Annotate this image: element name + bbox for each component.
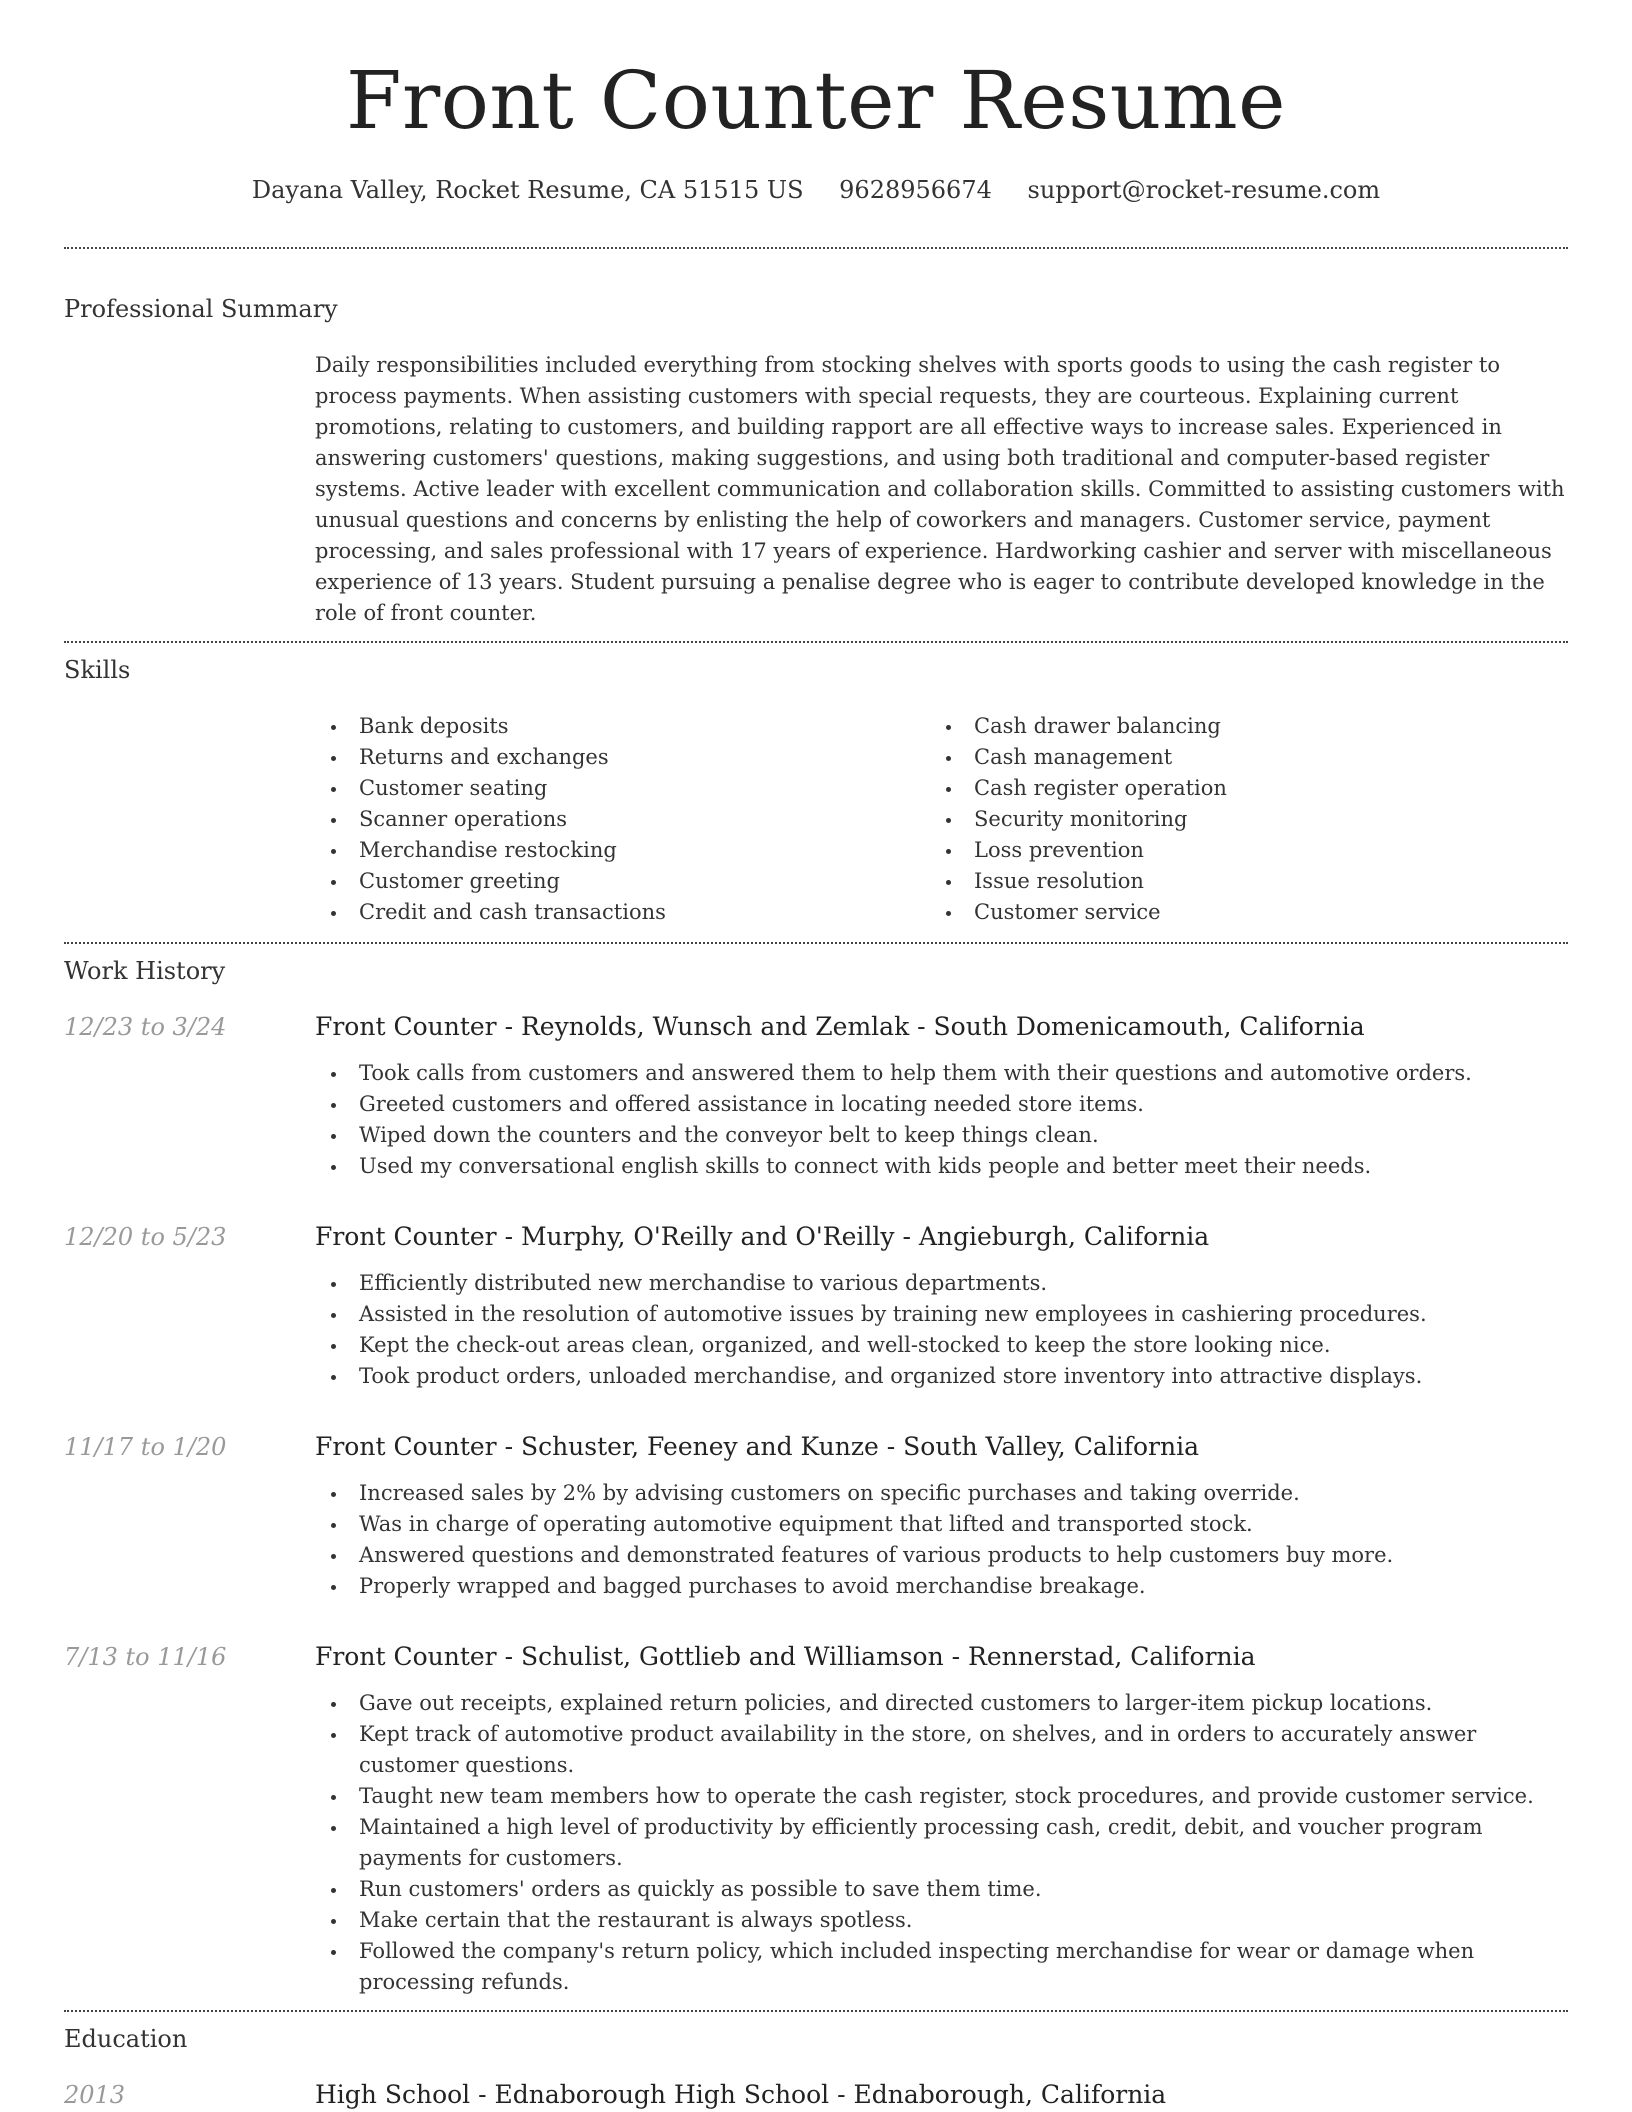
job-bullet: Used my conversational english skills to connect with kids people and better meet their needs.	[315, 1151, 1568, 1182]
education-heading: Education	[64, 2025, 188, 2053]
skill-item: Scanner operations	[315, 804, 930, 835]
job-title: Front Counter - Schulist, Gottlieb and Williamson - Rennerstad, California	[315, 1642, 1256, 1671]
work-history-section	[64, 944, 1568, 2010]
job-bullet: Kept track of automotive product availability in the store, on shelves, and in orders to accurately answer customer questions.	[315, 1719, 1568, 1781]
job-bullet: Make certain that the restaurant is always spotless.	[315, 1905, 1568, 1936]
skills-section	[64, 643, 1568, 942]
education-section	[64, 2012, 1568, 2112]
job-bullet: Took calls from customers and answered them to help them with their questions and automotive orders.	[315, 1058, 1568, 1089]
job-entry	[64, 1640, 1568, 1998]
summary-heading: Professional Summary	[64, 295, 338, 323]
resume-page	[64, 0, 1568, 2112]
skill-item: Customer greeting	[315, 866, 930, 897]
job-bullet: Followed the company's return policy, which included inspecting merchandise for wear or damage when processing refunds.	[315, 1936, 1568, 1998]
job-bullets	[315, 1058, 1568, 1182]
job-title: Front Counter - Reynolds, Wunsch and Zemlak - South Domenicamouth, California	[315, 1012, 1365, 1041]
contact-phone: 9628956674	[839, 176, 992, 204]
skill-item: Merchandise restocking	[315, 835, 930, 866]
skill-item: Bank deposits	[315, 711, 930, 742]
job-bullets	[315, 1478, 1568, 1602]
job-bullet: Run customers' orders as quickly as possible to save them time.	[315, 1874, 1568, 1905]
education-entry	[64, 2078, 1568, 2112]
skills-heading: Skills	[64, 656, 131, 684]
job-bullet: Assisted in the resolution of automotive issues by training new employees in cashiering procedures.	[315, 1299, 1568, 1330]
summary-section	[64, 249, 1568, 641]
skill-item: Cash register operation	[930, 773, 1545, 804]
skill-item: Credit and cash transactions	[315, 897, 930, 928]
contact-address: Dayana Valley, Rocket Resume, CA 51515 US	[251, 176, 804, 204]
skills-left-list	[315, 711, 930, 928]
job-title: Front Counter - Murphy, O'Reilly and O'Reilly - Angieburgh, California	[315, 1222, 1210, 1251]
job-bullet: Greeted customers and offered assistance in locating needed store items.	[315, 1089, 1568, 1120]
job-entry	[64, 1010, 1568, 1182]
job-bullet: Answered questions and demonstrated features of various products to help customers buy more.	[315, 1540, 1568, 1571]
job-bullet: Increased sales by 2% by advising customers on specific purchases and taking override.	[315, 1478, 1568, 1509]
resume-title: Front Counter Resume	[346, 54, 1286, 147]
job-bullet: Gave out receipts, explained return policies, and directed customers to larger-item pickup locations.	[315, 1688, 1568, 1719]
skill-item: Cash drawer balancing	[930, 711, 1545, 742]
skill-item: Returns and exchanges	[315, 742, 930, 773]
job-bullet: Kept the check-out areas clean, organized, and well-stocked to keep the store looking nice.	[315, 1330, 1568, 1361]
summary-text: Daily responsibilities included everything from stocking shelves with sports goods to using the cash register to process payments. When assisting customers with special requests, they are courteous. Explaining current promotions, relating to customers, and building rapport are all effective ways to increase sales. Experienced in answering customers' questions, making suggestions, and using both traditional and computer-based register systems. Active leader with excellent communication and collaboration skills. Committed to assisting customers with unusual questions and concerns by enlisting the help of coworkers and managers. Customer service, payment processing, and sales professional with 17 years of experience. Hardworking cashier and server with miscellaneous experience of 13 years. Student pursuing a penalise degree who is eager to contribute developed knowledge in the role of front counter.	[315, 353, 1565, 625]
job-bullet: Efficiently distributed new merchandise to various departments.	[315, 1268, 1568, 1299]
job-date: 12/20 to 5/23	[64, 1223, 227, 1251]
skill-item: Issue resolution	[930, 866, 1545, 897]
job-bullets	[315, 1268, 1568, 1392]
job-entry	[64, 1220, 1568, 1392]
job-bullets	[315, 1688, 1568, 1998]
education-date: 2013	[64, 2081, 126, 2109]
education-title: High School - Ednaborough High School - Ednaborough, California	[315, 2080, 1167, 2109]
job-bullet: Took product orders, unloaded merchandise, and organized store inventory into attractive displays.	[315, 1361, 1568, 1392]
contact-line	[64, 172, 1568, 208]
job-date: 11/17 to 1/20	[64, 1433, 227, 1461]
job-date: 7/13 to 11/16	[64, 1643, 227, 1671]
contact-email: support@rocket-resume.com	[1027, 176, 1381, 204]
skill-item: Loss prevention	[930, 835, 1545, 866]
skill-item: Customer seating	[315, 773, 930, 804]
job-bullet: Was in charge of operating automotive equipment that lifted and transported stock.	[315, 1509, 1568, 1540]
skills-right-list	[930, 711, 1545, 928]
skill-item: Customer service	[930, 897, 1545, 928]
job-bullet: Maintained a high level of productivity by efficiently processing cash, credit, debit, and voucher program payments for customers.	[315, 1812, 1568, 1874]
job-bullet: Taught new team members how to operate the cash register, stock procedures, and provide customer service.	[315, 1781, 1568, 1812]
job-entry	[64, 1430, 1568, 1602]
job-date: 12/23 to 3/24	[64, 1013, 227, 1041]
work-history-heading: Work History	[64, 957, 226, 985]
skill-item: Cash management	[930, 742, 1545, 773]
job-bullet: Wiped down the counters and the conveyor belt to keep things clean.	[315, 1120, 1568, 1151]
job-title: Front Counter - Schuster, Feeney and Kunze - South Valley, California	[315, 1432, 1199, 1461]
skill-item: Security monitoring	[930, 804, 1545, 835]
job-bullet: Properly wrapped and bagged purchases to avoid merchandise breakage.	[315, 1571, 1568, 1602]
skills-grid	[315, 711, 1568, 928]
